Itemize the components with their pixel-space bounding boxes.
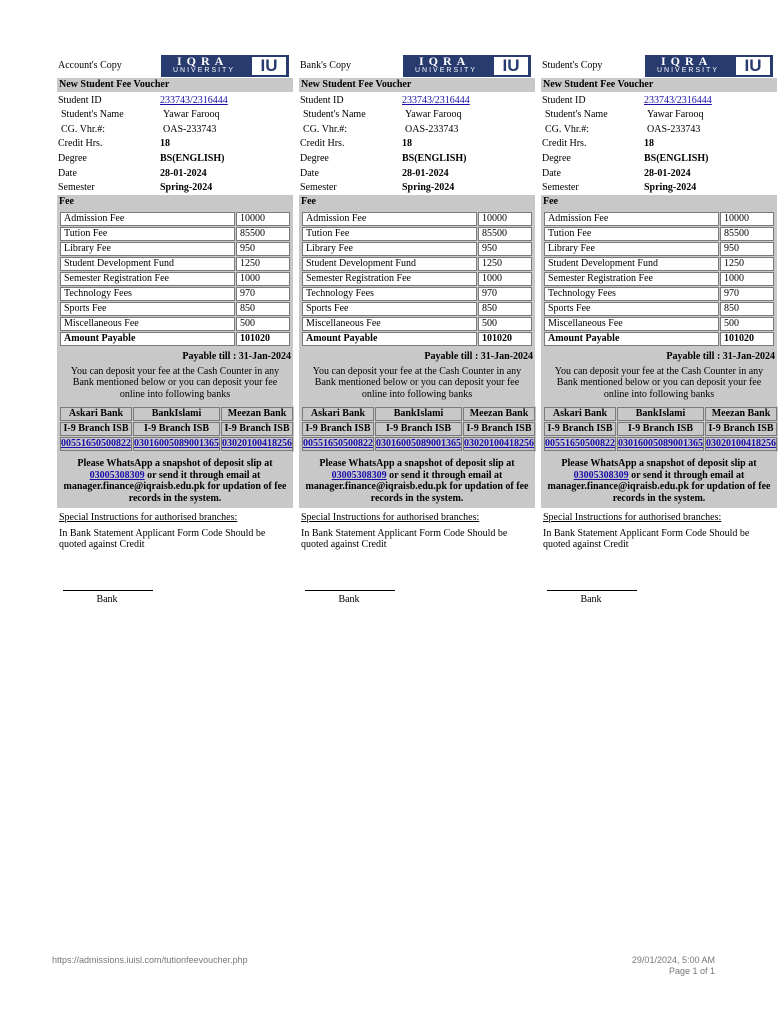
bank-name: Askari Bank: [302, 407, 374, 421]
fee-row: [60, 317, 290, 331]
special-instructions-text: In Bank Statement Applicant Form Code Should be quoted against Credit: [59, 527, 266, 551]
student-id-label: Student ID: [58, 94, 102, 106]
fee-amount: 970: [236, 287, 290, 301]
voucher-copy: [541, 52, 777, 605]
whatsapp-post: for updation of fee records in the system.: [612, 481, 771, 504]
whatsapp-mid: or send it through email at: [631, 469, 745, 481]
fee-amount: 850: [236, 302, 290, 316]
fee-name: Student Development Fund: [60, 257, 235, 271]
fee-row: [544, 242, 774, 256]
student-name: Yawar Farooq: [405, 109, 462, 121]
vhr-label: CG. Vhr.#:: [545, 123, 589, 135]
fee-row: [544, 317, 774, 331]
fee-amount: 10000: [478, 212, 532, 226]
degree-label: Degree: [542, 152, 571, 164]
vhr-label: CG. Vhr.#:: [61, 123, 105, 135]
iqra-university-logo: [403, 55, 531, 77]
fee-name: Technology Fees: [302, 287, 477, 301]
fee-row: [60, 302, 290, 316]
voucher-copy: [299, 52, 535, 605]
fee-amount: 850: [720, 302, 774, 316]
logo-sub: UNIVERSITY: [415, 67, 478, 74]
bank-table: [299, 406, 535, 452]
total-row: [60, 332, 290, 346]
fee-amount: 1000: [720, 272, 774, 286]
fee-amount: 970: [478, 287, 532, 301]
student-info: [541, 93, 777, 195]
voucher-date: 28-01-2024: [644, 167, 691, 179]
fee-name: Student Development Fund: [302, 257, 477, 271]
fee-name: Library Fee: [544, 242, 719, 256]
degree: BS(ENGLISH): [160, 152, 225, 164]
copy-header: [299, 52, 535, 78]
fee-row: [302, 272, 532, 286]
bank-branch: I-9 Branch ISB: [375, 422, 462, 436]
payment-box: [57, 348, 293, 508]
whatsapp-phone-link[interactable]: 03005308309: [331, 469, 387, 481]
bank-name: Meezan Bank: [221, 407, 293, 421]
credit-hours: 18: [160, 138, 170, 150]
credit-label: Credit Hrs.: [300, 138, 345, 150]
bank-account: [544, 437, 616, 451]
name-label: Student's Name: [61, 109, 124, 121]
bank-name: BankIslami: [133, 407, 220, 421]
fee-row: [302, 317, 532, 331]
fee-name: Sports Fee: [302, 302, 477, 316]
fee-amount: 85500: [236, 227, 290, 241]
iqra-university-logo: [645, 55, 773, 77]
whatsapp-phone-link[interactable]: 03005308309: [573, 469, 629, 481]
bank-account: [617, 437, 704, 451]
bank-account-link[interactable]: 03016005089001365: [618, 438, 703, 450]
bank-account-link[interactable]: 03016005089001365: [134, 438, 219, 450]
fee-amount: 970: [720, 287, 774, 301]
fee-row: [544, 257, 774, 271]
bank-account: [60, 437, 132, 451]
fee-row: [60, 257, 290, 271]
fee-name: Admission Fee: [302, 212, 477, 226]
whatsapp-phone-link[interactable]: 03005308309: [89, 469, 145, 481]
bank-account-link[interactable]: 00551650500822: [303, 438, 373, 450]
fee-name: Tution Fee: [60, 227, 235, 241]
fee-amount: 500: [478, 317, 532, 331]
fee-row: [302, 302, 532, 316]
semester: Spring-2024: [160, 182, 213, 194]
bank-account-link[interactable]: 00551650500822: [61, 438, 131, 450]
logo-mark: IU: [736, 57, 770, 75]
bank-branch: I-9 Branch ISB: [60, 422, 132, 436]
whatsapp-post: for updation of fee records in the system.: [370, 481, 529, 504]
voucher-copy: [57, 52, 293, 605]
fee-amount: 950: [478, 242, 532, 256]
fee-amount: 1000: [478, 272, 532, 286]
fee-row: [544, 212, 774, 226]
fee-amount: 500: [720, 317, 774, 331]
payment-box: [299, 348, 535, 508]
payable-till: Payable till : 31-Jan-2024: [424, 351, 533, 363]
bank-account: [133, 437, 220, 451]
logo-word: IQRA: [419, 54, 471, 68]
fee-table: [541, 209, 777, 348]
voucher-number: OAS-233743: [647, 123, 701, 135]
degree: BS(ENGLISH): [402, 152, 467, 164]
credit-label: Credit Hrs.: [58, 138, 103, 150]
bank-account-link[interactable]: 00551650500822: [545, 438, 615, 450]
fee-heading: Fee: [541, 195, 777, 209]
semester-label: Semester: [542, 182, 579, 194]
date-label: Date: [58, 167, 77, 179]
fee-amount: 85500: [478, 227, 532, 241]
bank-branch: I-9 Branch ISB: [705, 422, 777, 436]
logo-mark: IU: [494, 57, 528, 75]
fee-name: Miscellaneous Fee: [302, 317, 477, 331]
signature-line: [63, 590, 153, 591]
bank-account-link[interactable]: 03016005089001365: [376, 438, 461, 450]
degree-label: Degree: [58, 152, 87, 164]
bank-account-link[interactable]: 03020100418256: [706, 438, 776, 450]
total-row: [544, 332, 774, 346]
special-instructions-title: Special Instructions for authorised branches:: [301, 512, 480, 524]
total-amount: 101020: [720, 332, 774, 346]
fee-amount: 1250: [478, 257, 532, 271]
fee-row: [60, 272, 290, 286]
deposit-instructions: You can deposit your fee at the Cash Counter in any Bank mentioned below or you can deposit your fee online into following banks: [70, 365, 280, 400]
fee-amount: 950: [720, 242, 774, 256]
fee-amount: 1250: [236, 257, 290, 271]
bank-account: [302, 437, 374, 451]
logo-sub: UNIVERSITY: [657, 67, 720, 74]
fee-name: Admission Fee: [60, 212, 235, 226]
fee-amount: 10000: [720, 212, 774, 226]
copy-label: Account's Copy: [58, 60, 122, 71]
total-row: [302, 332, 532, 346]
voucher-number: OAS-233743: [163, 123, 217, 135]
fee-amount: 1250: [720, 257, 774, 271]
name-label: Student's Name: [545, 109, 608, 121]
fee-row: [544, 227, 774, 241]
fee-amount: 950: [236, 242, 290, 256]
finance-email: manager.finance@iqraisb.edu.pk: [547, 481, 689, 493]
fee-table: [57, 209, 293, 348]
signature-label: Bank: [96, 594, 118, 605]
student-name: Yawar Farooq: [163, 109, 220, 121]
fee-name: Miscellaneous Fee: [544, 317, 719, 331]
bank-branch: I-9 Branch ISB: [133, 422, 220, 436]
signature-line: [305, 590, 395, 591]
bank-account-link[interactable]: 03020100418256: [222, 438, 292, 450]
bank-account: [221, 437, 293, 451]
bank-name: Askari Bank: [60, 407, 132, 421]
semester: Spring-2024: [644, 182, 697, 194]
whatsapp-mid: or send it through email at: [147, 469, 261, 481]
fee-name: Technology Fees: [60, 287, 235, 301]
voucher-title: New Student Fee Voucher: [57, 78, 293, 92]
signature-label: Bank: [580, 594, 602, 605]
logo-word: IQRA: [661, 54, 713, 68]
student-id-label: Student ID: [542, 94, 586, 106]
voucher-number: OAS-233743: [405, 123, 459, 135]
fee-name: Technology Fees: [544, 287, 719, 301]
logo-word: IQRA: [177, 54, 229, 68]
fee-row: [302, 227, 532, 241]
fee-row: [302, 242, 532, 256]
voucher-title: New Student Fee Voucher: [541, 78, 777, 92]
whatsapp-instructions: [299, 452, 535, 508]
copy-header: [57, 52, 293, 78]
bank-branch: I-9 Branch ISB: [302, 422, 374, 436]
footer-datetime: 29/01/2024, 5:00 AM: [631, 955, 715, 965]
fee-name: Semester Registration Fee: [302, 272, 477, 286]
fee-name: Sports Fee: [60, 302, 235, 316]
vhr-label: CG. Vhr.#:: [303, 123, 347, 135]
total-amount: 101020: [478, 332, 532, 346]
bank-name: Meezan Bank: [463, 407, 535, 421]
bank-branch: I-9 Branch ISB: [617, 422, 704, 436]
whatsapp-pre: Please WhatsApp a snapshot of deposit slip at: [77, 458, 273, 470]
total-label: Amount Payable: [60, 332, 235, 346]
fee-row: [302, 212, 532, 226]
footer-page: Page 1 of 1: [668, 966, 715, 976]
fee-row: [60, 287, 290, 301]
fee-heading: Fee: [299, 195, 535, 209]
whatsapp-mid: or send it through email at: [389, 469, 503, 481]
credit-hours: 18: [402, 138, 412, 150]
fee-name: Admission Fee: [544, 212, 719, 226]
student-info: [57, 93, 293, 195]
fee-name: Library Fee: [302, 242, 477, 256]
bank-name: Meezan Bank: [705, 407, 777, 421]
logo-mark: IU: [252, 57, 286, 75]
deposit-instructions: You can deposit your fee at the Cash Counter in any Bank mentioned below or you can deposit your fee online into following banks: [554, 365, 764, 400]
special-instructions-text: In Bank Statement Applicant Form Code Should be quoted against Credit: [543, 527, 750, 551]
bank-name: BankIslami: [617, 407, 704, 421]
bank-table: [57, 406, 293, 452]
fee-row: [544, 287, 774, 301]
signature-label: Bank: [338, 594, 360, 605]
fee-name: Library Fee: [60, 242, 235, 256]
date-label: Date: [300, 167, 319, 179]
fee-heading: Fee: [57, 195, 293, 209]
fee-name: Tution Fee: [544, 227, 719, 241]
whatsapp-pre: Please WhatsApp a snapshot of deposit slip at: [561, 458, 757, 470]
fee-table: [299, 209, 535, 348]
logo-sub: UNIVERSITY: [173, 67, 236, 74]
fee-row: [302, 257, 532, 271]
finance-email: manager.finance@iqraisb.edu.pk: [305, 481, 447, 493]
bank-branch: I-9 Branch ISB: [463, 422, 535, 436]
semester-label: Semester: [58, 182, 95, 194]
fee-name: Tution Fee: [302, 227, 477, 241]
total-label: Amount Payable: [544, 332, 719, 346]
date-label: Date: [542, 167, 561, 179]
fee-row: [544, 302, 774, 316]
student-name: Yawar Farooq: [647, 109, 704, 121]
semester-label: Semester: [300, 182, 337, 194]
bank-table: [541, 406, 777, 452]
voucher-date: 28-01-2024: [402, 167, 449, 179]
fee-name: Miscellaneous Fee: [60, 317, 235, 331]
bank-branch: I-9 Branch ISB: [544, 422, 616, 436]
iqra-university-logo: [161, 55, 289, 77]
total-amount: 101020: [236, 332, 290, 346]
fee-name: Semester Registration Fee: [60, 272, 235, 286]
payable-till: Payable till : 31-Jan-2024: [182, 351, 291, 363]
fee-amount: 1000: [236, 272, 290, 286]
whatsapp-instructions: [541, 452, 777, 508]
bank-name: BankIslami: [375, 407, 462, 421]
fee-row: [60, 212, 290, 226]
fee-amount: 10000: [236, 212, 290, 226]
fee-row: [544, 272, 774, 286]
student-id-link[interactable]: 233743/2316444: [644, 94, 712, 106]
footer-url: https://admissions.iuisl.com/tutionfeevoucher.php: [52, 955, 248, 965]
fee-amount: 500: [236, 317, 290, 331]
fee-amount: 85500: [720, 227, 774, 241]
fee-name: Sports Fee: [544, 302, 719, 316]
signature-line: [547, 590, 637, 591]
fee-row: [60, 227, 290, 241]
payable-till: Payable till : 31-Jan-2024: [666, 351, 775, 363]
whatsapp-post: for updation of fee records in the system.: [128, 481, 287, 504]
bank-branch: I-9 Branch ISB: [221, 422, 293, 436]
student-id-link[interactable]: 233743/2316444: [402, 94, 470, 106]
fee-row: [302, 287, 532, 301]
bank-name: Askari Bank: [544, 407, 616, 421]
special-instructions-title: Special Instructions for authorised branches:: [59, 512, 238, 524]
voucher-date: 28-01-2024: [160, 167, 207, 179]
student-id-label: Student ID: [300, 94, 344, 106]
fee-name: Student Development Fund: [544, 257, 719, 271]
special-instructions-text: In Bank Statement Applicant Form Code Should be quoted against Credit: [301, 527, 508, 551]
bank-account: [375, 437, 462, 451]
payment-box: [541, 348, 777, 508]
special-instructions-title: Special Instructions for authorised branches:: [543, 512, 722, 524]
fee-name: Semester Registration Fee: [544, 272, 719, 286]
voucher-title: New Student Fee Voucher: [299, 78, 535, 92]
whatsapp-pre: Please WhatsApp a snapshot of deposit slip at: [319, 458, 515, 470]
degree: BS(ENGLISH): [644, 152, 709, 164]
whatsapp-instructions: [57, 452, 293, 508]
finance-email: manager.finance@iqraisb.edu.pk: [63, 481, 205, 493]
student-info: [299, 93, 535, 195]
degree-label: Degree: [300, 152, 329, 164]
bank-account: [463, 437, 535, 451]
name-label: Student's Name: [303, 109, 366, 121]
fee-amount: 850: [478, 302, 532, 316]
copy-label: Student's Copy: [542, 60, 603, 71]
credit-label: Credit Hrs.: [542, 138, 587, 150]
copy-label: Bank's Copy: [300, 60, 351, 71]
total-label: Amount Payable: [302, 332, 477, 346]
fee-row: [60, 242, 290, 256]
bank-account-link[interactable]: 03020100418256: [464, 438, 534, 450]
copy-header: [541, 52, 777, 78]
semester: Spring-2024: [402, 182, 455, 194]
bank-account: [705, 437, 777, 451]
student-id-link[interactable]: 233743/2316444: [160, 94, 228, 106]
credit-hours: 18: [644, 138, 654, 150]
deposit-instructions: You can deposit your fee at the Cash Counter in any Bank mentioned below or you can deposit your fee online into following banks: [312, 365, 522, 400]
